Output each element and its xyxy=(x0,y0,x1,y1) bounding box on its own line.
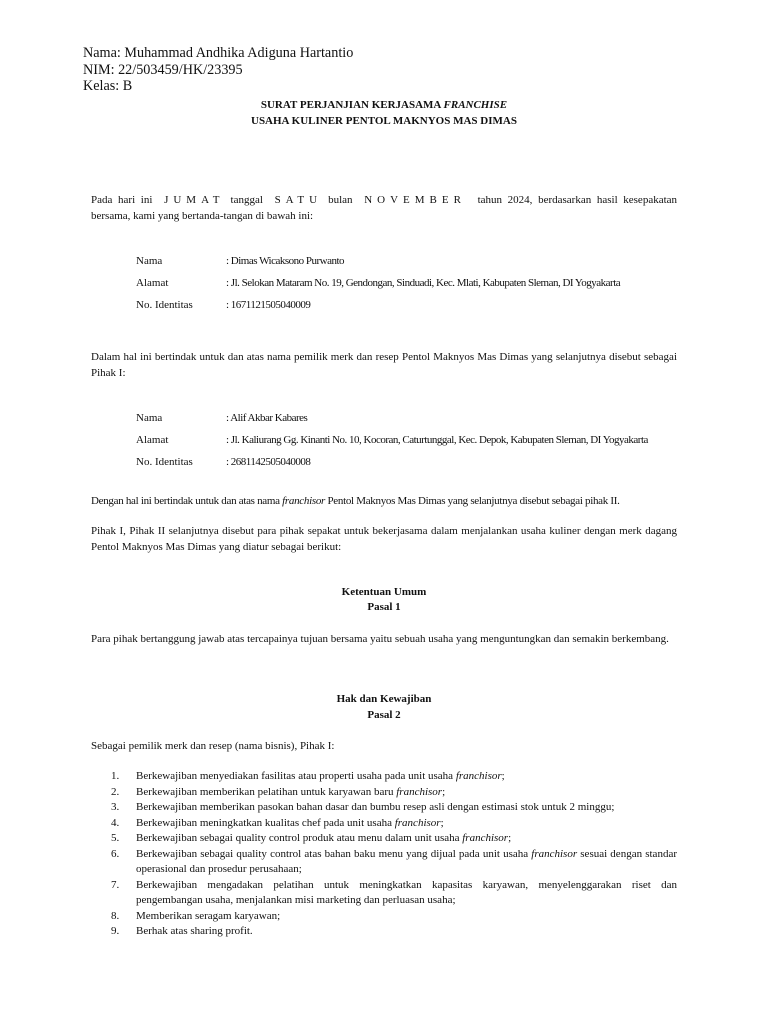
list-item-number: 3. xyxy=(111,801,120,813)
list-item-number: 4. xyxy=(111,816,120,829)
title-italic: FRANCHISE xyxy=(443,99,508,111)
party2-id-row xyxy=(136,455,310,469)
list-item-text-end: ; xyxy=(501,770,505,782)
list-item xyxy=(111,800,677,816)
list-item-text-main: Berhak atas sharing profit. xyxy=(136,925,253,937)
student-header xyxy=(83,45,353,95)
party2-address-label: Alamat xyxy=(136,434,169,446)
list-item-number: 1. xyxy=(111,770,120,782)
list-item xyxy=(111,909,677,925)
intro-paragraph xyxy=(91,192,677,224)
list-item-text xyxy=(136,847,677,878)
list-item-text-main: Berkewajiban sebagai quality control produk atau menu dalam unit usaha xyxy=(136,832,463,844)
list-item xyxy=(111,785,677,801)
list-item-text-end: ; xyxy=(440,816,444,829)
intro-month: NOVEMBER xyxy=(364,194,466,206)
party2-description xyxy=(91,493,677,509)
list-item-text xyxy=(136,769,677,785)
student-name: Nama: Muhammad Andhika Adiguna Hartantio xyxy=(83,45,354,61)
intro-date: SATU xyxy=(274,194,323,206)
party2-name-row xyxy=(136,411,307,425)
obligations-list xyxy=(111,769,677,940)
document-title-line-1 xyxy=(0,98,768,113)
section1-pasal: Pasal 1 xyxy=(367,601,401,613)
list-item-text-end: sesuai dengan standar operasional dan prosedur perusahaan; xyxy=(136,847,677,875)
intro-text-2: tanggal xyxy=(230,194,263,206)
student-nim: NIM: 22/503459/HK/23395 xyxy=(83,61,243,78)
party2-desc-prefix: Dengan hal ini bertindak untuk dan atas nama xyxy=(91,495,283,507)
list-item-text-italic: franchisor xyxy=(531,847,578,860)
list-item-number: 6. xyxy=(111,847,120,860)
party2-id-label: No. Identitas xyxy=(136,456,193,468)
list-item-text-main: Berkewajiban sebagai quality control atas bahan baku menu yang dijual pada unit usaha xyxy=(136,847,532,860)
intro-text-3: bulan xyxy=(328,194,353,206)
party1-description: Dalam hal ini bertindak untuk dan atas nama pemilik merk dan resep Pentol Maknyos Mas Dimas yang selanjutnya disebut sebagai Pihak I: xyxy=(91,351,677,379)
list-item-number: 9. xyxy=(111,925,120,937)
list-item-text xyxy=(136,816,677,832)
party2-id-value: : 2681142505040008 xyxy=(226,456,311,468)
party1-name-label: Nama xyxy=(136,255,163,267)
party1-id-row xyxy=(136,298,310,312)
list-item-text-main: Berkewajiban meningkatkan kualitas chef pada unit usaha xyxy=(136,816,395,829)
list-item-text xyxy=(136,785,677,801)
list-item xyxy=(111,831,677,847)
document-title-line-2: USAHA KULINER PENTOL MAKNYOS MAS DIMAS xyxy=(251,115,517,127)
list-item-text-main: Berkewajiban memberikan pasokan bahan dasar dan bumbu resep asli dengan estimasi stok untuk 2 minggu; xyxy=(136,801,615,813)
list-item-text-italic: franchisor xyxy=(462,832,509,844)
list-item-text-italic: franchisor xyxy=(394,816,441,829)
party1-address-label: Alamat xyxy=(136,277,169,289)
party1-id-label: No. Identitas xyxy=(136,299,193,311)
party2-name-value: : Alif Akbar Kabares xyxy=(226,412,308,424)
list-item xyxy=(111,816,677,832)
list-item-text xyxy=(136,800,677,816)
title-prefix: SURAT PERJANJIAN KERJASAMA xyxy=(260,99,444,111)
list-item xyxy=(111,847,677,878)
party2-desc-suffix: Pentol Maknyos Mas Dimas yang selanjutnya disebut sebagai pihak II. xyxy=(325,495,620,507)
list-item-text-end: ; xyxy=(442,785,446,798)
section1-heading: Ketentuan Umum xyxy=(341,586,427,598)
party2-address-row xyxy=(136,433,648,447)
list-item xyxy=(111,769,677,785)
list-item-text-main: Memberikan seragam karyawan; xyxy=(136,909,281,922)
party2-name-label: Nama xyxy=(136,412,163,424)
list-item-text-end: ; xyxy=(508,832,512,844)
list-item-number: 8. xyxy=(111,909,120,922)
party1-name-row xyxy=(136,254,344,268)
list-item xyxy=(111,878,677,909)
list-item-text-italic: franchisor xyxy=(396,785,443,798)
party1-address-value: : Jl. Selokan Mataram No. 19, Gendongan, Sinduadi, Kec. Mlati, Kabupaten Sleman, DI Yogyakarta xyxy=(226,277,621,289)
agreement-paragraph: Pihak I, Pihak II selanjutnya disebut para pihak sepakat untuk bekerjasama dalam menjalankan usaha kuliner dengan merk dagang Pentol Maknyos Mas Dimas yang diatur sebagai berikut: xyxy=(91,525,677,553)
list-item-text-main: Berkewajiban memberikan pelatihan untuk karyawan baru xyxy=(136,785,397,798)
list-item-number: 7. xyxy=(111,878,120,891)
list-item-text-main: Berkewajiban mengadakan pelatihan untuk meningkatkan kapasitas karyawan, menyelenggarakan riset dan pengembangan usaha, menjalankan misi marketing dan perluasan usaha; xyxy=(136,878,677,906)
list-item-text xyxy=(136,831,677,847)
list-item-text xyxy=(136,909,677,925)
intro-text-1: Pada hari ini xyxy=(91,194,153,206)
section2-heading: Hak dan Kewajiban xyxy=(336,693,432,705)
party2-address-value: : Jl. Kaliurang Gg. Kinanti No. 10, Kocoran, Caturtunggal, Kec. Depok, Kabupaten Sleman, DI Yogyakarta xyxy=(226,434,648,446)
list-item-text-italic: franchisor xyxy=(455,770,502,782)
section1-paragraph: Para pihak bertanggung jawab atas tercapainya tujuan bersama yaitu sebuah usaha yang menguntungkan dan semakin berkembang. xyxy=(91,633,669,645)
party1-id-value: : 1671121505040009 xyxy=(226,299,311,311)
list-item-text xyxy=(136,878,677,909)
intro-day: JUMAT xyxy=(164,194,225,206)
party2-desc-italic: franchisor xyxy=(282,495,326,507)
list-item-number: 2. xyxy=(111,785,120,798)
party1-address-row xyxy=(136,276,620,290)
list-item-text xyxy=(136,924,677,940)
student-class: Kelas: B xyxy=(83,78,133,94)
intro-text-4: tahun 2024, berdasarkan hasil kesepakatan bersama, kami yang bertanda-tangan di bawah ini: xyxy=(91,194,678,222)
section2-intro: Sebagai pemilik merk dan resep (nama bisnis), Pihak I: xyxy=(91,740,335,752)
party1-name-value: : Dimas Wicaksono Purwanto xyxy=(226,255,345,267)
list-item xyxy=(111,924,677,940)
list-item-text-main: Berkewajiban menyediakan fasilitas atau properti usaha pada unit usaha xyxy=(136,770,456,782)
list-item-number: 5. xyxy=(111,832,120,844)
section2-pasal: Pasal 2 xyxy=(367,709,401,721)
